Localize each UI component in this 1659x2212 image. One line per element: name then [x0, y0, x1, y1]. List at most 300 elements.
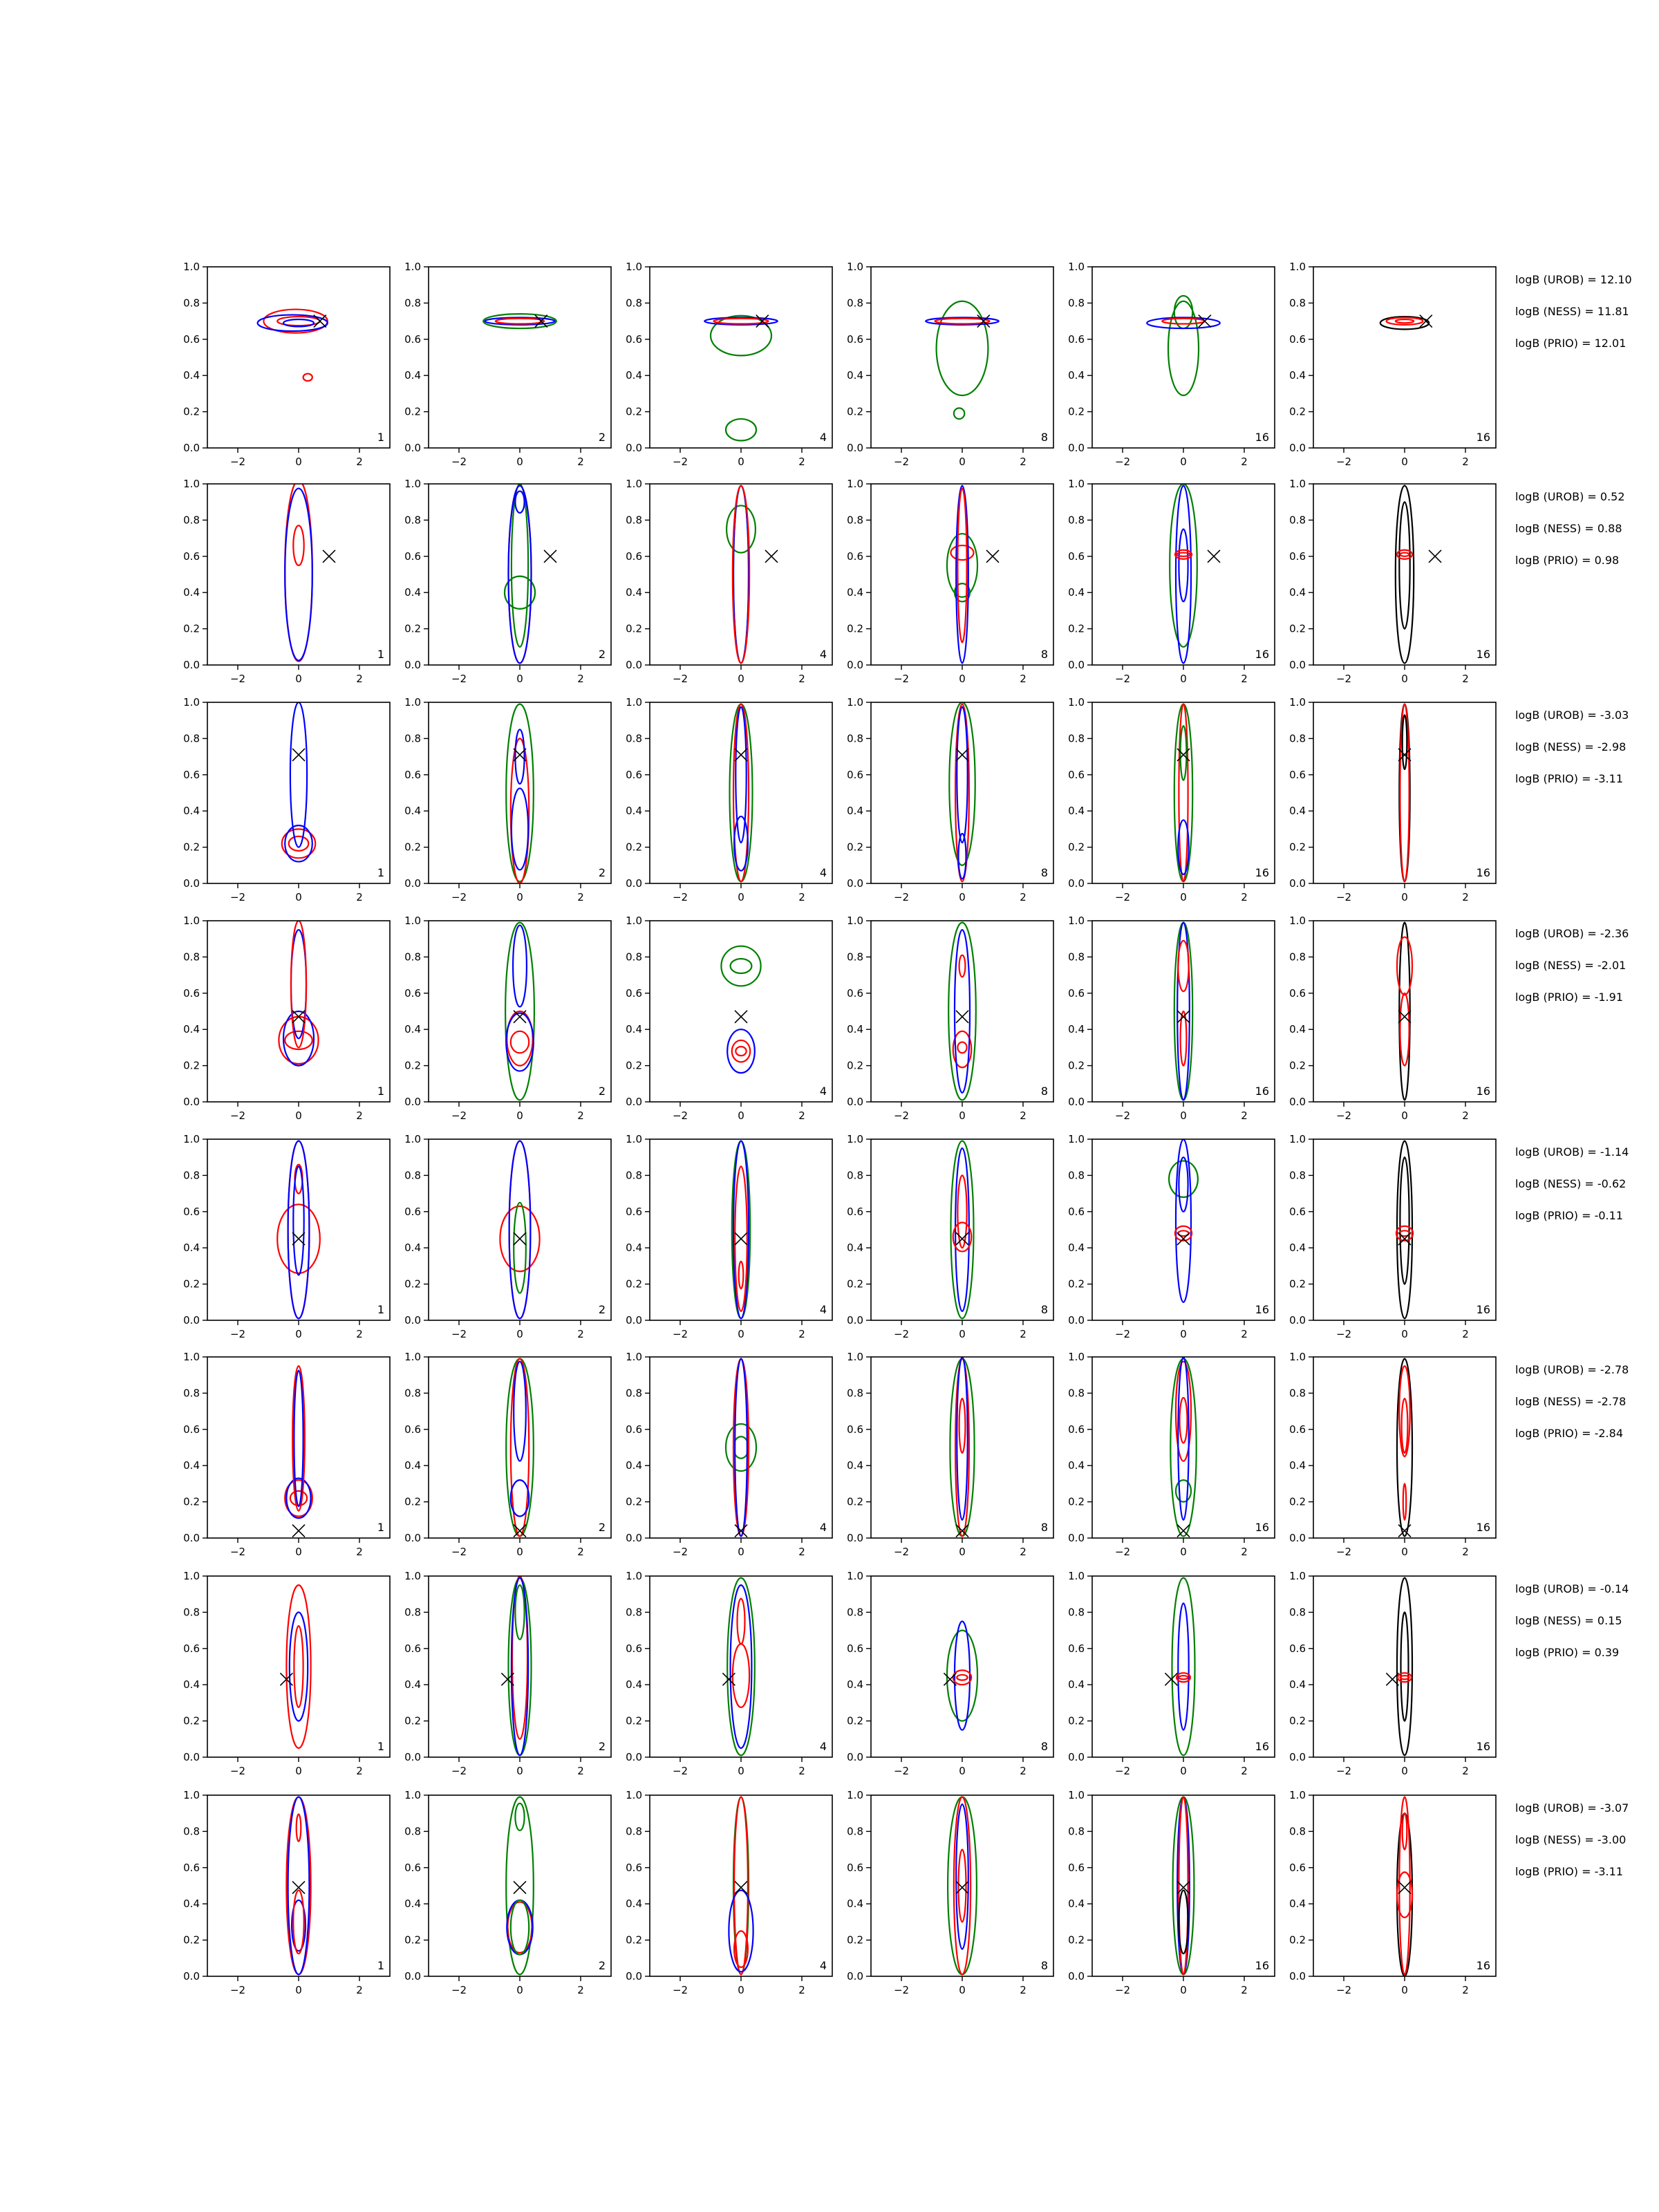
x-tick-label: −2 [451, 1984, 467, 1996]
x-tick-label: −2 [229, 891, 246, 903]
panel-frame [207, 702, 390, 883]
y-tick-label: 0.0 [183, 659, 200, 671]
contour-group [1380, 315, 1432, 330]
logb-annotation: logB (NESS) = 0.15 [1515, 1614, 1622, 1627]
panel-frame [429, 1357, 611, 1538]
contour-group [505, 484, 556, 663]
y-tick-label: 0.2 [847, 622, 863, 635]
y-tick-label: 1.0 [1289, 478, 1306, 490]
x-tick-label: 2 [1241, 456, 1248, 468]
y-tick-label: 0.4 [1068, 1459, 1085, 1472]
logb-annotation: logB (PRIO) = -0.11 [1515, 1209, 1623, 1222]
y-tick-label: 1.0 [404, 1351, 421, 1363]
y-tick-label: 1.0 [404, 1570, 421, 1582]
x-tick-label: −2 [893, 891, 910, 903]
panel-frame [1092, 1795, 1275, 1976]
y-tick-label: 0.0 [183, 1096, 200, 1108]
y-tick-label: 0.6 [1289, 1642, 1306, 1655]
contour-blue [515, 491, 524, 512]
panel-count-label: 2 [598, 648, 606, 661]
panel-count-label: 4 [819, 1303, 827, 1316]
panel-count-label: 2 [598, 1303, 606, 1316]
panel-r2-c6 [1289, 478, 1496, 685]
true-value-marker [323, 550, 335, 563]
y-tick-label: 1.0 [847, 478, 863, 490]
y-tick-label: 0.0 [626, 1532, 642, 1544]
panel-r8-c4 [847, 1789, 1053, 1996]
panel-r8-c5 [1068, 1789, 1275, 1996]
panel-r2-c5 [1068, 478, 1275, 685]
contour-green [726, 1424, 756, 1471]
x-tick-label: −2 [672, 1328, 688, 1340]
y-tick-label: 0.8 [1068, 1169, 1085, 1182]
logb-annotation: logB (PRIO) = 12.01 [1515, 337, 1627, 350]
x-tick-label: 2 [1462, 1546, 1469, 1558]
y-tick-label: 0.0 [626, 1970, 642, 1983]
true-value-marker [1398, 1525, 1411, 1537]
y-tick-label: 1.0 [404, 915, 421, 927]
x-tick-label: −2 [451, 1328, 467, 1340]
y-tick-label: 0.0 [404, 877, 421, 890]
contour-black [1179, 1891, 1188, 1954]
panel-frame [871, 921, 1053, 1102]
logb-annotation: logB (PRIO) = 0.39 [1515, 1646, 1620, 1659]
x-tick-label: 0 [1401, 1984, 1408, 1996]
x-tick-label: 0 [738, 1765, 744, 1777]
y-tick-label: 0.8 [404, 514, 421, 527]
y-tick-label: 0.6 [626, 1861, 642, 1874]
x-tick-label: 0 [295, 1984, 302, 1996]
y-tick-label: 0.6 [1068, 1861, 1085, 1874]
y-tick-label: 0.8 [404, 1169, 421, 1182]
y-tick-label: 0.4 [1289, 805, 1306, 818]
x-tick-label: 2 [1020, 891, 1027, 903]
y-tick-label: 0.8 [1068, 514, 1085, 527]
contour-group [1170, 484, 1220, 663]
x-tick-label: 2 [577, 1984, 584, 1996]
y-tick-label: 1.0 [1068, 915, 1085, 927]
panel-count-label: 8 [1040, 1740, 1048, 1753]
x-tick-label: 0 [738, 891, 744, 903]
y-tick-label: 0.8 [626, 950, 642, 964]
contour-green [511, 1900, 529, 1955]
y-tick-label: 0.0 [404, 659, 421, 671]
contour-green [515, 1803, 524, 1830]
contour-group [285, 1366, 312, 1537]
panel-r2-c3 [626, 478, 832, 685]
contour-group [506, 704, 534, 883]
contour-blue [1179, 529, 1188, 602]
panel-r5-c5 [1068, 1133, 1275, 1340]
panel-count-label: 16 [1476, 1085, 1490, 1098]
contour-group [1396, 1141, 1413, 1319]
y-tick-label: 1.0 [847, 1789, 863, 1801]
y-tick-label: 0.8 [626, 1606, 642, 1619]
contour-red [291, 921, 306, 1047]
contour-red [1180, 1398, 1188, 1443]
y-tick-label: 0.6 [847, 1642, 863, 1655]
y-tick-label: 0.4 [1068, 1897, 1085, 1911]
y-tick-label: 0.8 [183, 950, 200, 964]
x-tick-label: 2 [1020, 1109, 1027, 1122]
x-tick-label: 2 [356, 1984, 363, 1996]
contour-blue [957, 1357, 967, 1520]
true-value-marker [1199, 315, 1211, 328]
y-tick-label: 0.8 [626, 297, 642, 310]
y-tick-label: 0.8 [847, 1169, 863, 1182]
y-tick-label: 0.4 [1068, 805, 1085, 818]
x-tick-label: −2 [672, 456, 688, 468]
x-tick-label: −2 [893, 1765, 910, 1777]
contour-black [1396, 486, 1414, 664]
y-tick-label: 0.6 [1068, 550, 1085, 563]
y-tick-label: 1.0 [626, 1789, 642, 1801]
y-tick-label: 0.4 [626, 1897, 642, 1911]
x-tick-label: 0 [1180, 1546, 1187, 1558]
contour-green [1176, 1480, 1191, 1501]
panel-count-label: 16 [1255, 1303, 1269, 1316]
y-tick-label: 0.8 [1068, 1825, 1085, 1838]
contour-blue [959, 834, 966, 879]
panel-frame [1313, 702, 1496, 883]
panel-r4-c2 [404, 915, 611, 1122]
x-tick-label: 0 [295, 1546, 302, 1558]
contour-black [1397, 1359, 1412, 1537]
contour-green [947, 1631, 977, 1721]
contour-green [727, 1578, 755, 1756]
y-tick-label: 0.8 [847, 1606, 863, 1619]
y-tick-label: 1.0 [1068, 696, 1085, 709]
panel-count-label: 8 [1040, 866, 1048, 879]
contour-group [732, 1141, 750, 1319]
x-tick-label: 2 [798, 673, 805, 685]
panel-count-label: 2 [598, 866, 606, 879]
y-tick-label: 0.4 [626, 1678, 642, 1691]
true-value-marker [1177, 1011, 1190, 1023]
x-tick-label: 0 [295, 456, 302, 468]
y-tick-label: 1.0 [847, 1570, 863, 1582]
y-tick-label: 0.8 [183, 1825, 200, 1838]
y-tick-label: 0.4 [1068, 369, 1085, 382]
contour-red [959, 955, 966, 977]
panel-frame [1313, 1576, 1496, 1757]
y-tick-label: 0.4 [626, 586, 642, 599]
y-tick-label: 0.8 [847, 1387, 863, 1400]
true-value-marker [977, 315, 990, 328]
y-tick-label: 0.4 [183, 1897, 200, 1911]
y-tick-label: 0.0 [1289, 442, 1306, 454]
y-tick-label: 0.2 [404, 1933, 421, 1947]
panel-count-label: 8 [1040, 648, 1048, 661]
contour-red [1400, 553, 1409, 556]
x-tick-label: 0 [1401, 673, 1408, 685]
y-tick-label: 0.6 [183, 550, 200, 563]
x-tick-label: −2 [672, 1109, 688, 1122]
contour-group [947, 486, 999, 664]
x-tick-label: 0 [959, 891, 966, 903]
y-tick-label: 0.2 [1068, 1495, 1085, 1508]
logb-annotation: logB (UROB) = -3.07 [1515, 1801, 1629, 1815]
y-tick-label: 0.4 [847, 1897, 863, 1911]
y-tick-label: 0.4 [1068, 586, 1085, 599]
y-tick-label: 0.2 [404, 405, 421, 418]
contour-red [286, 1797, 310, 1975]
x-tick-label: 2 [798, 1765, 805, 1777]
y-tick-label: 1.0 [1289, 1133, 1306, 1145]
panel-r6-c3 [626, 1351, 832, 1558]
panel-frame [207, 267, 390, 448]
logb-annotation: logB (UROB) = -1.14 [1515, 1145, 1629, 1159]
contour-blue [1176, 1139, 1191, 1302]
y-tick-label: 0.8 [626, 1169, 642, 1182]
y-tick-label: 1.0 [183, 915, 200, 927]
x-tick-label: 0 [516, 673, 523, 685]
panel-r5-c1 [183, 1133, 390, 1340]
panel-count-label: 1 [377, 1959, 384, 1972]
y-tick-label: 0.6 [626, 768, 642, 781]
x-tick-label: −2 [1335, 456, 1352, 468]
y-tick-label: 0.4 [626, 1023, 642, 1036]
y-tick-label: 0.2 [626, 1714, 642, 1727]
y-tick-label: 0.6 [183, 1861, 200, 1874]
y-tick-label: 1.0 [626, 1351, 642, 1363]
contour-blue [513, 926, 527, 1007]
x-tick-label: 0 [959, 673, 966, 685]
true-value-marker [514, 1882, 526, 1894]
y-tick-label: 0.4 [626, 1459, 642, 1472]
y-tick-label: 0.0 [847, 877, 863, 890]
y-tick-label: 0.8 [626, 732, 642, 745]
y-tick-label: 1.0 [1068, 1133, 1085, 1145]
y-tick-label: 0.2 [1289, 1933, 1306, 1947]
panel-r1-c3 [626, 261, 832, 468]
y-tick-label: 1.0 [1289, 261, 1306, 273]
x-tick-label: 2 [577, 1765, 584, 1777]
panel-count-label: 4 [819, 1740, 827, 1753]
y-tick-label: 0.4 [1289, 1241, 1306, 1255]
true-value-marker [514, 1232, 526, 1245]
y-tick-label: 0.0 [847, 442, 863, 454]
y-tick-label: 0.6 [1289, 1861, 1306, 1874]
contour-group [729, 1797, 753, 1975]
contour-blue [294, 1371, 303, 1507]
y-tick-label: 1.0 [626, 1570, 642, 1582]
y-tick-label: 0.4 [404, 1023, 421, 1036]
x-tick-label: 0 [1180, 456, 1187, 468]
x-tick-label: 0 [295, 891, 302, 903]
contour-group [1165, 1578, 1194, 1756]
y-tick-label: 0.4 [404, 1459, 421, 1472]
y-tick-label: 0.4 [847, 805, 863, 818]
y-tick-label: 0.4 [183, 1678, 200, 1691]
contour-red [733, 1644, 749, 1707]
y-tick-label: 1.0 [847, 261, 863, 273]
y-tick-label: 0.8 [847, 1825, 863, 1838]
contour-group [1398, 704, 1411, 882]
true-value-marker [956, 1232, 968, 1245]
x-tick-label: 0 [295, 1328, 302, 1340]
panel-r2-c4 [847, 478, 1053, 685]
contour-red [1400, 993, 1409, 1066]
y-tick-label: 0.8 [183, 1169, 200, 1182]
contour-group [926, 301, 999, 419]
x-tick-label: 2 [798, 1546, 805, 1558]
x-tick-label: −2 [1114, 1546, 1131, 1558]
x-tick-label: 0 [959, 1109, 966, 1122]
contour-red [734, 1797, 748, 1975]
y-tick-label: 0.6 [404, 1642, 421, 1655]
true-value-marker [1208, 550, 1220, 563]
panel-count-label: 16 [1255, 648, 1269, 661]
y-tick-label: 0.8 [404, 1387, 421, 1400]
x-tick-label: 0 [1401, 1328, 1408, 1340]
contour-group [506, 1797, 534, 1975]
y-tick-label: 0.4 [847, 586, 863, 599]
panel-frame [1092, 267, 1275, 448]
x-tick-label: 2 [1020, 1328, 1027, 1340]
contour-green [515, 1585, 524, 1640]
y-tick-label: 0.4 [847, 1678, 863, 1691]
y-tick-label: 0.8 [1068, 950, 1085, 964]
y-tick-label: 0.0 [1289, 1532, 1306, 1544]
contour-group [951, 1141, 974, 1319]
contour-group [1174, 923, 1192, 1100]
y-tick-label: 0.4 [1289, 586, 1306, 599]
y-tick-label: 0.2 [1068, 841, 1085, 854]
y-tick-label: 0.8 [1289, 950, 1306, 964]
contour-green [726, 419, 756, 440]
y-tick-label: 0.0 [847, 1532, 863, 1544]
x-tick-label: −2 [893, 673, 910, 685]
contour-group [1170, 1357, 1196, 1537]
y-tick-label: 0.0 [183, 442, 200, 454]
y-tick-label: 0.0 [183, 1532, 200, 1544]
contour-red [285, 1031, 312, 1049]
panel-r1-c5 [1068, 261, 1275, 468]
contour-black [1399, 502, 1409, 628]
x-tick-label: 2 [356, 673, 363, 685]
x-tick-label: 0 [516, 1546, 523, 1558]
panel-frame [650, 1795, 832, 1976]
contour-blue [1176, 486, 1191, 664]
x-tick-label: −2 [893, 1328, 910, 1340]
y-tick-label: 0.0 [1289, 1314, 1306, 1327]
x-tick-label: 2 [356, 1328, 363, 1340]
contour-group [279, 921, 318, 1066]
x-tick-label: 2 [356, 1109, 363, 1122]
x-tick-label: −2 [672, 1984, 688, 1996]
contour-red [1179, 704, 1188, 882]
y-tick-label: 1.0 [1289, 1351, 1306, 1363]
x-tick-label: −2 [672, 1765, 688, 1777]
panel-r4-c1 [183, 915, 390, 1122]
y-tick-label: 0.2 [626, 841, 642, 854]
panel-r7-c4 [847, 1570, 1053, 1777]
x-tick-label: −2 [451, 1109, 467, 1122]
y-tick-label: 0.2 [183, 841, 200, 854]
contour-blue [511, 1480, 529, 1516]
contour-red [511, 738, 529, 883]
y-tick-label: 0.4 [183, 805, 200, 818]
y-tick-label: 0.6 [847, 1423, 863, 1436]
true-value-marker [986, 550, 999, 563]
contour-group [1174, 704, 1192, 882]
y-tick-label: 0.4 [847, 1459, 863, 1472]
x-tick-label: 2 [1241, 1765, 1248, 1777]
contour-group [1386, 1578, 1412, 1756]
x-tick-label: 2 [356, 456, 363, 468]
contour-green [1174, 704, 1192, 882]
contour-group [1169, 1139, 1198, 1302]
x-tick-label: 2 [1020, 456, 1027, 468]
contour-group [282, 702, 315, 862]
contour-red [1175, 550, 1192, 559]
panel-count-label: 1 [377, 1740, 384, 1753]
panel-frame [1313, 484, 1496, 665]
y-tick-label: 1.0 [1068, 261, 1085, 273]
contour-group [721, 946, 760, 1073]
logb-annotation: logB (NESS) = -2.98 [1515, 740, 1627, 753]
contour-red [289, 836, 309, 851]
y-tick-label: 0.2 [1289, 405, 1306, 418]
y-tick-label: 0.0 [1068, 1532, 1085, 1544]
y-tick-label: 0.6 [847, 1861, 863, 1874]
x-tick-label: 0 [1180, 891, 1187, 903]
panel-count-label: 2 [598, 431, 606, 444]
panel-frame [650, 1576, 832, 1757]
y-tick-label: 1.0 [1289, 1789, 1306, 1801]
y-tick-label: 1.0 [404, 1133, 421, 1145]
panel-count-label: 16 [1476, 1959, 1490, 1972]
panel-count-label: 16 [1476, 648, 1490, 661]
contour-green [1170, 1359, 1196, 1537]
logb-annotation: logB (NESS) = -2.01 [1515, 959, 1627, 972]
panel-count-label: 4 [819, 1959, 827, 1972]
x-tick-label: −2 [1335, 891, 1352, 903]
contour-green [721, 946, 760, 986]
contour-red [957, 489, 966, 643]
x-tick-label: 2 [1462, 1984, 1469, 1996]
contour-red [293, 525, 303, 565]
contour-blue [288, 1141, 310, 1319]
contour-green [950, 1359, 974, 1537]
panel-r4-c3 [626, 915, 832, 1122]
x-tick-label: 0 [738, 1109, 744, 1122]
contour-red [957, 1042, 966, 1053]
contour-blue [955, 1622, 970, 1730]
x-tick-label: 2 [798, 1984, 805, 1996]
true-value-marker [735, 1011, 747, 1023]
x-tick-label: 0 [516, 1984, 523, 1996]
x-tick-label: 2 [577, 456, 584, 468]
y-tick-label: 0.6 [626, 1642, 642, 1655]
y-tick-label: 0.6 [183, 1423, 200, 1436]
x-tick-label: 0 [738, 456, 744, 468]
logb-annotation: logB (NESS) = -2.78 [1515, 1395, 1627, 1408]
y-tick-label: 0.8 [1068, 732, 1085, 745]
panel-frame [871, 484, 1053, 665]
panel-r7-c6 [1289, 1570, 1496, 1777]
y-tick-label: 0.8 [404, 297, 421, 310]
y-tick-label: 0.0 [1068, 442, 1085, 454]
y-tick-label: 1.0 [626, 261, 642, 273]
panel-r6-c6 [1289, 1351, 1496, 1558]
x-tick-label: 2 [1462, 456, 1469, 468]
y-tick-label: 1.0 [183, 261, 200, 273]
y-tick-label: 0.0 [1068, 1096, 1085, 1108]
x-tick-label: 0 [1401, 1546, 1408, 1558]
panel-count-label: 8 [1040, 1959, 1048, 1972]
